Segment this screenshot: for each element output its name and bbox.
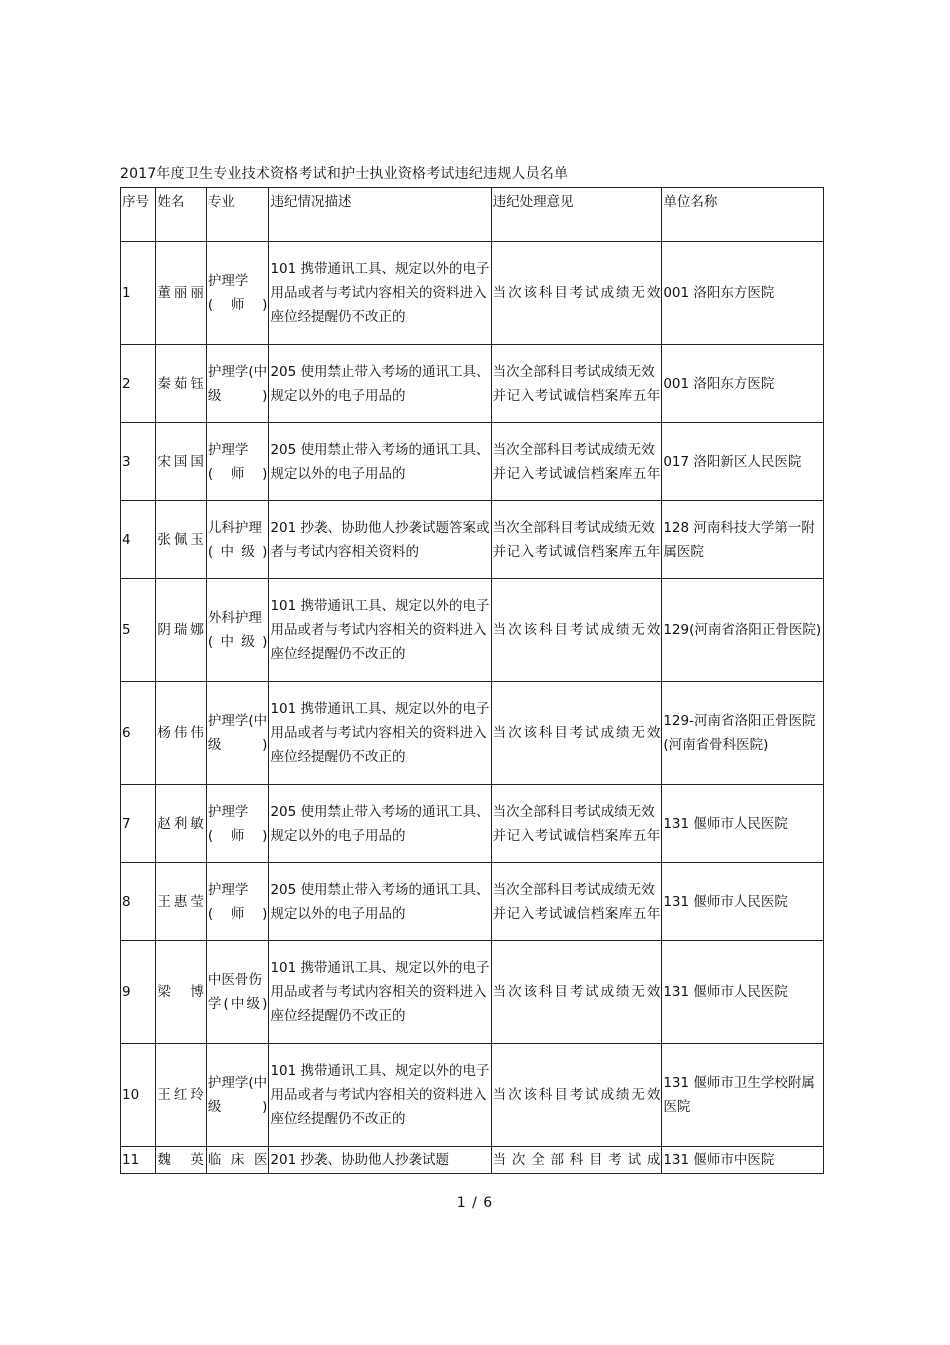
cell-seq: 8 bbox=[121, 863, 156, 941]
cell-major: 临床医 bbox=[206, 1147, 269, 1174]
cell-seq: 6 bbox=[121, 682, 156, 785]
cell-unit: 128 河南科技大学第一附属医院 bbox=[662, 501, 824, 579]
table-row bbox=[121, 682, 824, 785]
cell-major: 护理学(中级) bbox=[206, 682, 269, 785]
cell-unit: 129-河南省洛阳正骨医院(河南省骨科医院) bbox=[662, 682, 824, 785]
cell-penalty: 当次该科目考试成绩无效 bbox=[491, 941, 662, 1044]
cell-major: 护理学(中级) bbox=[206, 1044, 269, 1147]
cell-penalty: 当次全部科目考试成绩无效并记入考试诚信档案库五年 bbox=[491, 423, 662, 501]
cell-penalty: 当次该科目考试成绩无效 bbox=[491, 242, 662, 345]
table-row bbox=[121, 1044, 824, 1147]
cell-seq: 3 bbox=[121, 423, 156, 501]
table-row bbox=[121, 501, 824, 579]
table-row bbox=[121, 579, 824, 682]
cell-name: 王惠莹 bbox=[156, 863, 207, 941]
cell-description: 205 使用禁止带入考场的通讯工具、规定以外的电子用品的 bbox=[269, 345, 491, 423]
table-row bbox=[121, 242, 824, 345]
document-title: 2017年度卫生专业技术资格考试和护士执业资格考试违纪违规人员名单 bbox=[120, 166, 569, 182]
header-penalty: 违纪处理意见 bbox=[491, 188, 662, 242]
cell-description: 101 携带通讯工具、规定以外的电子用品或者与考试内容相关的资料进入座位经提醒仍不改正的 bbox=[269, 242, 491, 345]
cell-seq: 11 bbox=[121, 1147, 156, 1174]
cell-name: 宋国国 bbox=[156, 423, 207, 501]
cell-description: 101 携带通讯工具、规定以外的电子用品或者与考试内容相关的资料进入座位经提醒仍不改正的 bbox=[269, 579, 491, 682]
cell-penalty: 当次该科目考试成绩无效 bbox=[491, 682, 662, 785]
table-header-row bbox=[121, 188, 824, 242]
table-row bbox=[121, 941, 824, 1044]
cell-name: 王红玲 bbox=[156, 1044, 207, 1147]
page-indicator: 1 / 6 bbox=[456, 1195, 494, 1211]
cell-unit: 001 洛阳东方医院 bbox=[662, 345, 824, 423]
cell-unit: 131 偃师市人民医院 bbox=[662, 863, 824, 941]
header-description: 违纪情况描述 bbox=[269, 188, 491, 242]
cell-unit: 129(河南省洛阳正骨医院) bbox=[662, 579, 824, 682]
cell-major: 中医骨伤学(中级) bbox=[206, 941, 269, 1044]
cell-penalty: 当次全部科目考试成绩无效并记入考试诚信档案库五年 bbox=[491, 785, 662, 863]
header-name: 姓名 bbox=[156, 188, 207, 242]
cell-description: 201 抄袭、协助他人抄袭试题答案或者与考试内容相关资料的 bbox=[269, 501, 491, 579]
cell-seq: 4 bbox=[121, 501, 156, 579]
cell-major: 儿科护理(中级) bbox=[206, 501, 269, 579]
cell-name: 梁博 bbox=[156, 941, 207, 1044]
table-row bbox=[121, 863, 824, 941]
header-major: 专业 bbox=[206, 188, 269, 242]
cell-penalty: 当次全部科目考试成绩无效并记入考试诚信档案库五年 bbox=[491, 501, 662, 579]
table-row bbox=[121, 1147, 824, 1174]
cell-unit: 131 偃师市人民医院 bbox=[662, 941, 824, 1044]
cell-seq: 1 bbox=[121, 242, 156, 345]
cell-description: 101 携带通讯工具、规定以外的电子用品或者与考试内容相关的资料进入座位经提醒仍不改正的 bbox=[269, 682, 491, 785]
cell-name: 赵利敏 bbox=[156, 785, 207, 863]
table-row bbox=[121, 785, 824, 863]
cell-major: 护理学(师) bbox=[206, 785, 269, 863]
cell-penalty: 当次该科目考试成绩无效 bbox=[491, 1044, 662, 1147]
cell-penalty: 当次全部科目考试成绩无效并记入考试诚信档案库五年 bbox=[491, 345, 662, 423]
cell-penalty: 当次全部科目考试成 bbox=[491, 1147, 662, 1174]
cell-description: 205 使用禁止带入考场的通讯工具、规定以外的电子用品的 bbox=[269, 863, 491, 941]
cell-unit: 001 洛阳东方医院 bbox=[662, 242, 824, 345]
violations-table bbox=[120, 187, 824, 1174]
header-seq: 序号 bbox=[121, 188, 156, 242]
cell-seq: 10 bbox=[121, 1044, 156, 1147]
cell-name: 阴瑞娜 bbox=[156, 579, 207, 682]
table-row bbox=[121, 345, 824, 423]
cell-major: 护理学(师) bbox=[206, 863, 269, 941]
cell-description: 205 使用禁止带入考场的通讯工具、规定以外的电子用品的 bbox=[269, 785, 491, 863]
cell-major: 护理学(师) bbox=[206, 242, 269, 345]
cell-name: 杨伟伟 bbox=[156, 682, 207, 785]
header-unit: 单位名称 bbox=[662, 188, 824, 242]
cell-description: 201 抄袭、协助他人抄袭试题 bbox=[269, 1147, 491, 1174]
cell-seq: 7 bbox=[121, 785, 156, 863]
table-row bbox=[121, 423, 824, 501]
cell-seq: 2 bbox=[121, 345, 156, 423]
cell-penalty: 当次全部科目考试成绩无效并记入考试诚信档案库五年 bbox=[491, 863, 662, 941]
cell-name: 张佩玉 bbox=[156, 501, 207, 579]
cell-name: 魏英 bbox=[156, 1147, 207, 1174]
cell-name: 秦茹钰 bbox=[156, 345, 207, 423]
cell-unit: 017 洛阳新区人民医院 bbox=[662, 423, 824, 501]
cell-description: 101 携带通讯工具、规定以外的电子用品或者与考试内容相关的资料进入座位经提醒仍不改正的 bbox=[269, 1044, 491, 1147]
cell-name: 董丽丽 bbox=[156, 242, 207, 345]
cell-description: 205 使用禁止带入考场的通讯工具、规定以外的电子用品的 bbox=[269, 423, 491, 501]
cell-seq: 9 bbox=[121, 941, 156, 1044]
cell-unit: 131 偃师市中医院 bbox=[662, 1147, 824, 1174]
cell-unit: 131 偃师市卫生学校附属医院 bbox=[662, 1044, 824, 1147]
cell-unit: 131 偃师市人民医院 bbox=[662, 785, 824, 863]
cell-major: 护理学(师) bbox=[206, 423, 269, 501]
cell-major: 外科护理(中级) bbox=[206, 579, 269, 682]
cell-seq: 5 bbox=[121, 579, 156, 682]
cell-penalty: 当次该科目考试成绩无效 bbox=[491, 579, 662, 682]
cell-description: 101 携带通讯工具、规定以外的电子用品或者与考试内容相关的资料进入座位经提醒仍不改正的 bbox=[269, 941, 491, 1044]
cell-major: 护理学(中级) bbox=[206, 345, 269, 423]
